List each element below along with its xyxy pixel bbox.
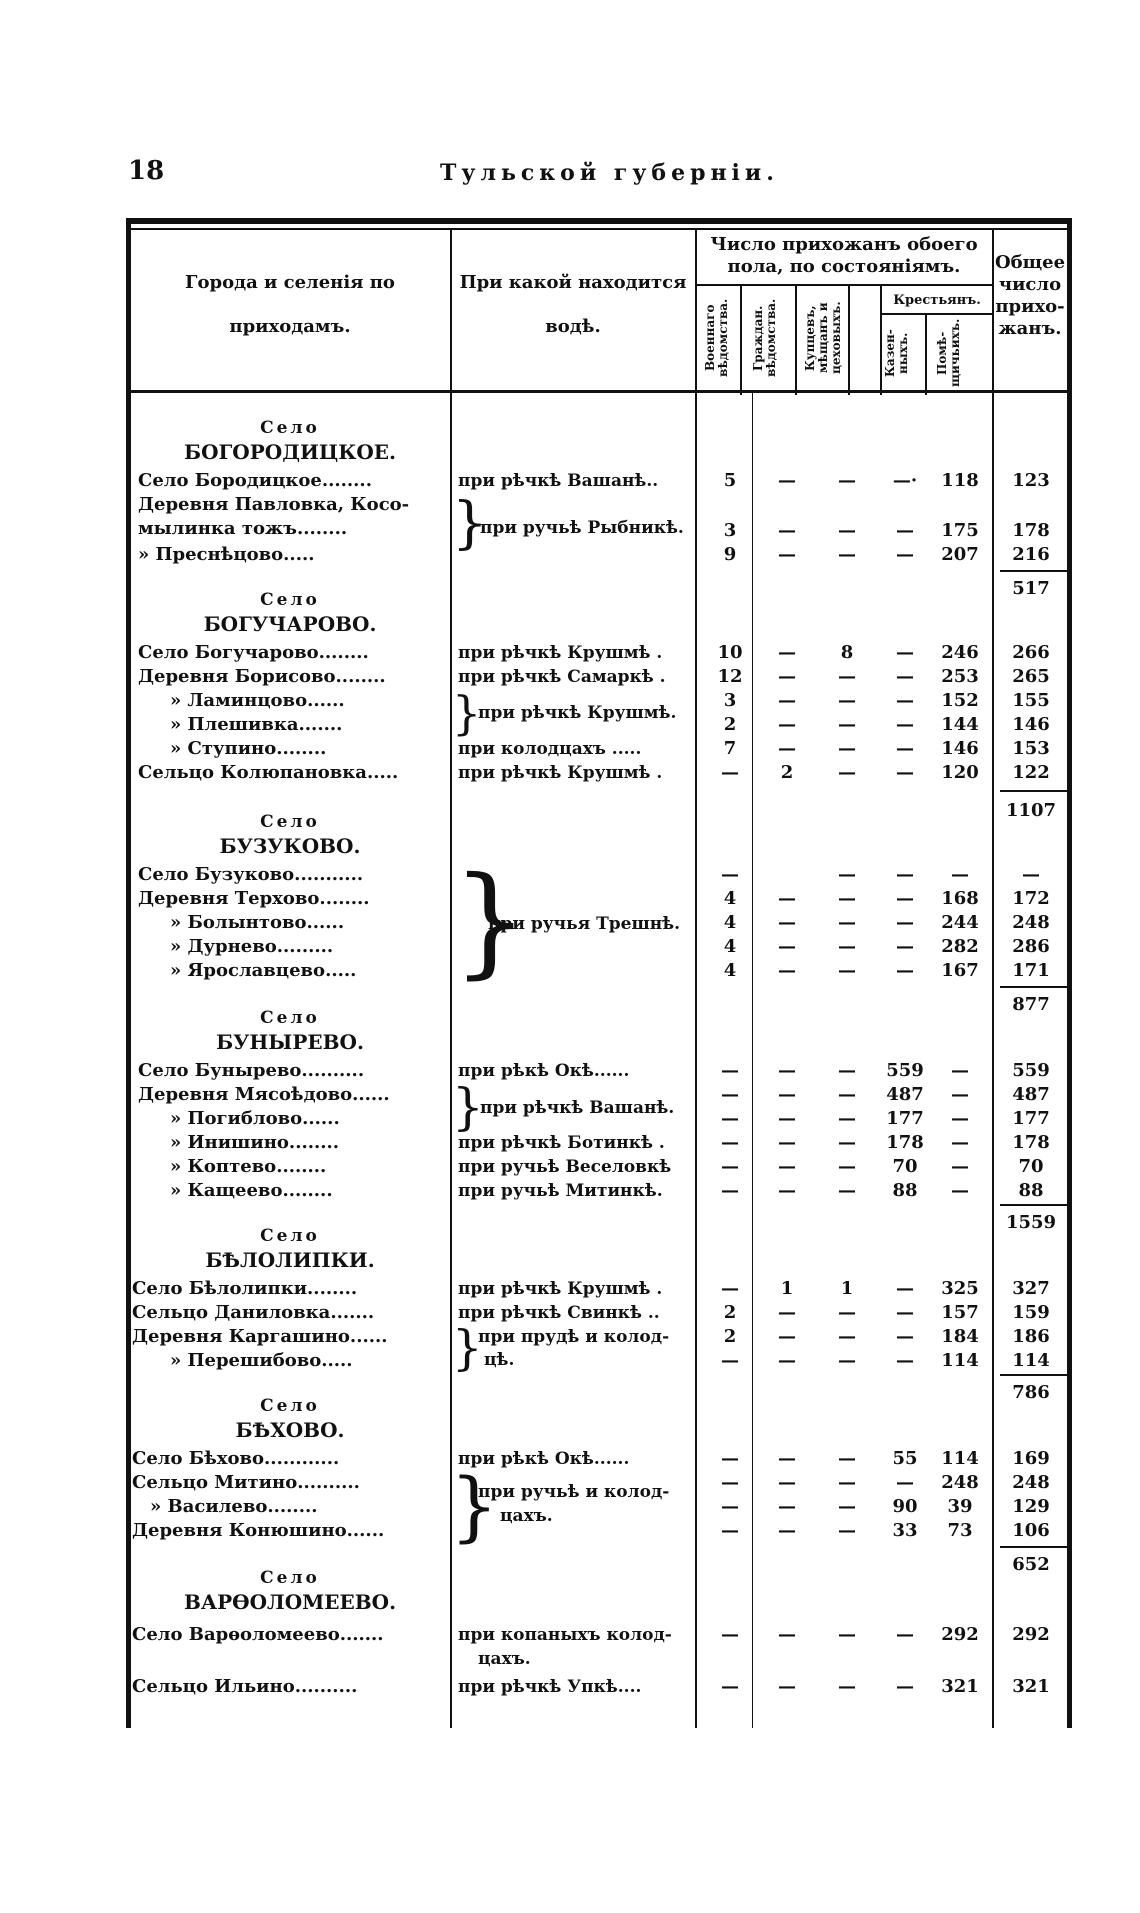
cell-total: 216 (1012, 544, 1050, 565)
cell-st: — (896, 642, 914, 663)
village-name: » Ступино........ (170, 738, 327, 759)
cell-st: — (896, 1326, 914, 1347)
cell-st: — (896, 544, 914, 565)
subtotal-rule (1000, 1374, 1068, 1376)
water-text: при рѣчкѣ Крушмѣ. (478, 703, 677, 723)
cell-mil: — (721, 762, 739, 783)
cell-mil: — (721, 1676, 739, 1697)
cell-mil: 12 (717, 666, 743, 687)
cell-total: 321 (1012, 1676, 1050, 1697)
cell-civ: — (778, 1060, 796, 1081)
cell-ld: 152 (941, 690, 979, 711)
village-name: Деревня Терхово........ (138, 888, 370, 909)
cell-total: 178 (1012, 520, 1050, 541)
village-name: мылинка тожъ........ (138, 518, 348, 539)
cell-mil: 2 (723, 714, 737, 735)
section-subtotal: 652 (1012, 1554, 1050, 1575)
cell-mer: — (838, 912, 856, 933)
cell-mer: — (838, 762, 856, 783)
village-name: Село Варѳоломеево....... (132, 1624, 384, 1645)
cell-total: 177 (1012, 1108, 1050, 1129)
cell-ld: 175 (941, 520, 979, 541)
cell-civ: — (778, 642, 796, 663)
village-name: Сельцо Ильино.......... (132, 1676, 358, 1697)
cell-st: — (896, 1278, 914, 1299)
cell-mil: — (721, 1060, 739, 1081)
village-name: Деревня Павловка, Косо- (138, 494, 410, 515)
cell-civ: — (778, 912, 796, 933)
cell-mer: — (838, 888, 856, 909)
cell-total: — (1022, 864, 1040, 885)
village-name: » Кащеево........ (170, 1180, 333, 1201)
cell-st: — (896, 690, 914, 711)
cell-mil: — (721, 1472, 739, 1493)
water-text: при ручьѣ Веселовкѣ (458, 1157, 672, 1177)
water-text: при колодцахъ ..... (458, 739, 642, 759)
cell-mer: — (838, 1520, 856, 1541)
section-subtotal: 517 (1012, 578, 1050, 599)
cell-mer: — (838, 714, 856, 735)
water-text: при рѣкѣ Окѣ...... (458, 1061, 630, 1081)
village-name: » Плешивка....... (170, 714, 343, 735)
cell-mil: 10 (717, 642, 743, 663)
cell-total: 172 (1012, 888, 1050, 909)
village-name: Село Богучарово........ (138, 642, 369, 663)
village-name: » Василево........ (150, 1496, 318, 1517)
cell-mil: — (721, 1156, 739, 1177)
cell-mer: — (838, 738, 856, 759)
cell-ld: 120 (941, 762, 979, 783)
cell-ld: 248 (941, 1472, 979, 1493)
cell-ld: 325 (941, 1278, 979, 1299)
cell-mer: — (838, 1676, 856, 1697)
cell-total: 122 (1012, 762, 1050, 783)
section-label: Село (260, 590, 320, 610)
col-rule-mil (740, 285, 742, 395)
cell-mil: 2 (723, 1326, 737, 1347)
section-label: Село (260, 1226, 320, 1246)
cell-st: — (896, 864, 914, 885)
water-text: при ручья Трешнѣ. (488, 914, 681, 934)
brace-icon: } (452, 1078, 484, 1136)
cell-mil: — (721, 1278, 739, 1299)
section-name: БУЗУКОВО. (219, 834, 361, 858)
cell-mil: 4 (723, 888, 737, 909)
cell-total: 88 (1018, 1180, 1044, 1201)
section-subtotal: 786 (1012, 1382, 1050, 1403)
cell-mer: — (838, 1302, 856, 1323)
cell-ld: 39 (947, 1496, 973, 1517)
village-name: » Болынтово...... (170, 912, 345, 933)
cell-st: — (896, 738, 914, 759)
cell-st: 55 (892, 1448, 918, 1469)
cell-ld: 157 (941, 1302, 979, 1323)
header-places-line2: приходамъ. (229, 316, 351, 337)
village-name: Деревня Мясоѣдово...... (138, 1084, 390, 1105)
cell-st: 177 (886, 1108, 924, 1129)
col-rule-water (695, 228, 697, 1728)
cell-st: — (896, 666, 914, 687)
cell-mer: — (838, 864, 856, 885)
cell-total: 266 (1012, 642, 1050, 663)
cell-civ: — (778, 888, 796, 909)
header-state: Казен-ныхъ. (883, 329, 910, 377)
cell-st: — (896, 1302, 914, 1323)
cell-civ: — (778, 520, 796, 541)
header-total-line4: жанъ. (998, 318, 1062, 339)
cell-st: 33 (892, 1520, 918, 1541)
cell-mer: — (838, 1132, 856, 1153)
village-name: Сельцо Даниловка....... (132, 1302, 375, 1323)
cell-civ: — (778, 1084, 796, 1105)
section-name: БУНЫРЕВО. (216, 1030, 364, 1054)
cell-st: — (896, 936, 914, 957)
cell-st: 70 (892, 1156, 918, 1177)
cell-mil: — (721, 864, 739, 885)
cell-total: 70 (1018, 1156, 1044, 1177)
cell-mil: — (721, 1624, 739, 1645)
subtotal-rule (1000, 1546, 1068, 1548)
cell-mer: — (838, 1350, 856, 1371)
cell-ld: — (951, 864, 969, 885)
col-rule-st (925, 315, 927, 395)
subtotal-rule (1000, 570, 1068, 572)
cell-mil: 3 (723, 690, 737, 711)
cell-civ: — (778, 1326, 796, 1347)
cell-ld: — (951, 1108, 969, 1129)
header-group-line1: Число прихожанъ обоего (710, 234, 978, 255)
cell-total: 327 (1012, 1278, 1050, 1299)
cell-st: —· (892, 470, 918, 491)
water-text: при прудѣ и колод- (478, 1327, 670, 1347)
cell-civ: — (778, 1156, 796, 1177)
header-merchants: Купцевъ, мѣщанъ и цеховыхъ. (803, 301, 843, 375)
cell-total: 248 (1012, 1472, 1050, 1493)
section-name: БОГОРОДИЦКОЕ. (183, 440, 397, 464)
cell-mer: 8 (840, 642, 854, 663)
cell-ld: 114 (941, 1350, 979, 1371)
header-water-line1: При какой находится (459, 272, 687, 293)
water-text: при рѣчкѣ Вашанѣ. (480, 1098, 675, 1118)
header-total-line3: прихо- (995, 296, 1065, 317)
cell-mil: — (721, 1448, 739, 1469)
cell-ld: 118 (941, 470, 979, 491)
cell-civ: — (778, 470, 796, 491)
cell-mer: — (838, 470, 856, 491)
cell-mer: — (838, 1108, 856, 1129)
cell-total: 169 (1012, 1448, 1050, 1469)
cell-ld: — (951, 1060, 969, 1081)
cell-mil: 4 (723, 936, 737, 957)
cell-civ: 2 (780, 762, 794, 783)
village-name: » Инишино........ (170, 1132, 340, 1153)
water-text: при рѣчкѣ Крушмѣ . (458, 1279, 663, 1299)
header-places-line1: Города и селенія по (185, 272, 395, 293)
cell-civ: — (778, 738, 796, 759)
village-name: » Дурнево......... (170, 936, 334, 957)
col-rule-total (992, 228, 994, 1728)
header-places (135, 272, 445, 338)
cell-civ: — (778, 1302, 796, 1323)
cell-mil: 4 (723, 912, 737, 933)
cell-ld: 73 (947, 1520, 973, 1541)
cell-total: 286 (1012, 936, 1050, 957)
cell-mil: — (721, 1520, 739, 1541)
village-name: Село Бѣхово............ (132, 1448, 340, 1469)
col-rule-mer (848, 285, 850, 395)
cell-civ: — (778, 1108, 796, 1129)
cell-st: 90 (892, 1496, 918, 1517)
brace-icon: } (452, 852, 529, 991)
water-text: при ручьѣ Рыбникѣ. (480, 518, 684, 538)
cell-st: — (896, 762, 914, 783)
cell-mil: 2 (723, 1302, 737, 1323)
water-text: при ручьѣ и колод- (478, 1482, 670, 1502)
cell-st: — (896, 888, 914, 909)
col-rule-civ (795, 285, 797, 395)
header-water (455, 272, 691, 338)
cell-total: 487 (1012, 1084, 1050, 1105)
village-name: Село Бородицкое........ (138, 470, 372, 491)
cell-ld: 207 (941, 544, 979, 565)
cell-civ: — (778, 666, 796, 687)
village-name: » Коптево........ (170, 1156, 327, 1177)
cell-civ: — (778, 690, 796, 711)
cell-mil: 3 (723, 520, 737, 541)
header-group (698, 234, 990, 278)
cell-st: — (896, 960, 914, 981)
peasant-rule (880, 313, 992, 315)
cell-mer: — (838, 960, 856, 981)
cell-ld: 282 (941, 936, 979, 957)
page-number: 18 (128, 156, 165, 186)
cell-st: 178 (886, 1132, 924, 1153)
cell-mil: — (721, 1350, 739, 1371)
village-name: » Ярославцево..... (170, 960, 357, 981)
cell-ld: 246 (941, 642, 979, 663)
cell-mil: 4 (723, 960, 737, 981)
village-name: Деревня Конюшино...... (132, 1520, 385, 1541)
brace-icon: } (450, 1461, 499, 1550)
subtotal-rule (1000, 790, 1068, 792)
cell-civ: — (778, 1472, 796, 1493)
village-name: Село Бузуково........... (138, 864, 364, 885)
cell-civ: — (778, 936, 796, 957)
village-name: Сельцо Колюпановка..... (138, 762, 399, 783)
cell-civ: — (778, 544, 796, 565)
cell-civ: — (778, 1180, 796, 1201)
village-name: » Ламинцово...... (170, 690, 345, 711)
cell-mer: — (838, 1624, 856, 1645)
cell-mer: — (838, 1496, 856, 1517)
water-text: при копаныхъ колод- (458, 1625, 672, 1645)
cell-mer: — (838, 1448, 856, 1469)
cell-mer: 1 (840, 1278, 854, 1299)
header-total-line1: Общее (995, 252, 1066, 273)
section-name: БОГУЧАРОВО. (203, 612, 377, 636)
section-subtotal: 877 (1012, 994, 1050, 1015)
village-name: Село Бунырево.......... (138, 1060, 365, 1081)
water-text: при рѣчкѣ Крушмѣ . (458, 763, 663, 783)
header-military: Военнаго вѣдомства. (703, 298, 730, 378)
cell-mil: — (721, 1496, 739, 1517)
cell-total: 159 (1012, 1302, 1050, 1323)
cell-total: 114 (1012, 1350, 1050, 1371)
water-text: при рѣчкѣ Вашанѣ.. (458, 471, 659, 491)
cell-st: — (896, 1472, 914, 1493)
section-label: Село (260, 1396, 320, 1416)
section-label: Село (260, 1568, 320, 1588)
section-subtotal: 1559 (1005, 1212, 1057, 1233)
cell-st: 559 (886, 1060, 924, 1081)
water-text: при рѣчкѣ Крушмѣ . (458, 643, 663, 663)
section-name: ВАРѲОЛОМЕЕВО. (183, 1590, 397, 1614)
header-total-line2: число (998, 274, 1062, 295)
cell-st: — (896, 520, 914, 541)
header-peasants: Крестьянъ. (893, 293, 981, 308)
water-text: при рѣчкѣ Свинкѣ .. (458, 1303, 660, 1323)
cell-total: 155 (1012, 690, 1050, 711)
water-text: при рѣчкѣ Упкѣ.... (458, 1677, 642, 1697)
cell-st: 88 (892, 1180, 918, 1201)
cell-civ: — (778, 1448, 796, 1469)
running-head: Тульской губерніи. (440, 160, 779, 186)
cell-ld: — (951, 1132, 969, 1153)
cell-ld: — (951, 1156, 969, 1177)
cell-total: 146 (1012, 714, 1050, 735)
village-name: Сельцо Митино.......... (132, 1472, 360, 1493)
header-civil: Граждан. вѣдомства. (751, 298, 778, 378)
cell-ld: — (951, 1084, 969, 1105)
village-name: » Погиблово...... (170, 1108, 340, 1129)
water-text: при рѣчкѣ Ботинкѣ . (458, 1133, 665, 1153)
cell-mer: — (838, 1180, 856, 1201)
cell-mer: — (838, 936, 856, 957)
cell-civ: — (778, 1520, 796, 1541)
cell-ld: 167 (941, 960, 979, 981)
cell-total: 248 (1012, 912, 1050, 933)
cell-ld: 321 (941, 1676, 979, 1697)
cell-total: 265 (1012, 666, 1050, 687)
header-total (995, 252, 1065, 340)
village-name: Село Бѣлолипки........ (132, 1278, 358, 1299)
section-label: Село (260, 418, 320, 438)
village-name: » Преснѣцово..... (138, 544, 315, 565)
cell-mer: — (838, 1060, 856, 1081)
header-top-rule (131, 228, 1067, 230)
cell-total: 129 (1012, 1496, 1050, 1517)
cell-mer: — (838, 690, 856, 711)
water-text: цахъ. (478, 1649, 531, 1669)
water-text: при ручьѣ Митинкѣ. (458, 1181, 663, 1201)
cell-mer: — (838, 1326, 856, 1347)
cell-civ: — (778, 1624, 796, 1645)
group-rule (695, 284, 993, 286)
header-group-line2: пола, по состояніямъ. (727, 256, 961, 277)
water-text: при рѣкѣ Окѣ...... (458, 1449, 630, 1469)
cell-st: — (896, 714, 914, 735)
cell-st: — (896, 912, 914, 933)
cell-civ: — (778, 714, 796, 735)
cell-mer: — (838, 520, 856, 541)
section-label: Село (260, 1008, 320, 1028)
cell-civ: — (778, 1496, 796, 1517)
cell-total: 186 (1012, 1326, 1050, 1347)
cell-mer: — (838, 1084, 856, 1105)
cell-st: — (896, 1350, 914, 1371)
cell-mer: — (838, 1156, 856, 1177)
cell-mil: — (721, 1132, 739, 1153)
cell-ld: 253 (941, 666, 979, 687)
brace-icon: } (452, 491, 488, 556)
header-landlord: Помѣ-щичьихъ. (935, 318, 962, 388)
cell-ld: 168 (941, 888, 979, 909)
cell-st: 487 (886, 1084, 924, 1105)
section-name: БѢЛОЛИПКИ. (205, 1248, 375, 1272)
cell-total: 171 (1012, 960, 1050, 981)
cell-ld: 184 (941, 1326, 979, 1347)
water-text: цѣ. (484, 1350, 515, 1370)
cell-civ: — (778, 1350, 796, 1371)
brace-icon: } (452, 686, 482, 740)
cell-mer: — (838, 1472, 856, 1493)
subtotal-rule (1000, 986, 1068, 988)
section-name: БѢХОВО. (235, 1418, 345, 1442)
section-label: Село (260, 812, 320, 832)
cell-ld: 146 (941, 738, 979, 759)
cell-ld: — (951, 1180, 969, 1201)
cell-mil: 9 (723, 544, 737, 565)
cell-ld: 244 (941, 912, 979, 933)
cell-total: 559 (1012, 1060, 1050, 1081)
cell-total: 153 (1012, 738, 1050, 759)
water-text: цахъ. (500, 1506, 553, 1526)
cell-mil: — (721, 1180, 739, 1201)
cell-st: — (896, 1676, 914, 1697)
cell-mil: 7 (723, 738, 737, 759)
cell-total: 106 (1012, 1520, 1050, 1541)
cell-civ: — (778, 1132, 796, 1153)
cell-mer: — (838, 666, 856, 687)
cell-mil: — (721, 1084, 739, 1105)
cell-ld: 292 (941, 1624, 979, 1645)
cell-civ: 1 (780, 1278, 794, 1299)
village-name: Деревня Каргашино...... (132, 1326, 388, 1347)
cell-mil: 5 (723, 470, 737, 491)
cell-mil: — (721, 1108, 739, 1129)
village-name: Деревня Борисово........ (138, 666, 386, 687)
cell-st: — (896, 1624, 914, 1645)
brace-icon: } (452, 1320, 483, 1376)
village-name: » Перешибово..... (170, 1350, 353, 1371)
cell-total: 178 (1012, 1132, 1050, 1153)
cell-ld: 114 (941, 1448, 979, 1469)
section-subtotal: 1107 (1005, 800, 1057, 821)
water-text: при рѣчкѣ Самаркѣ . (458, 667, 666, 687)
cell-mer: — (838, 544, 856, 565)
cell-total: 292 (1012, 1624, 1050, 1645)
cell-civ: — (778, 1676, 796, 1697)
header-water-line2: водѣ. (545, 316, 601, 337)
cell-ld: 144 (941, 714, 979, 735)
cell-total: 123 (1012, 470, 1050, 491)
cell-civ: — (778, 960, 796, 981)
subtotal-rule (1000, 1204, 1068, 1206)
